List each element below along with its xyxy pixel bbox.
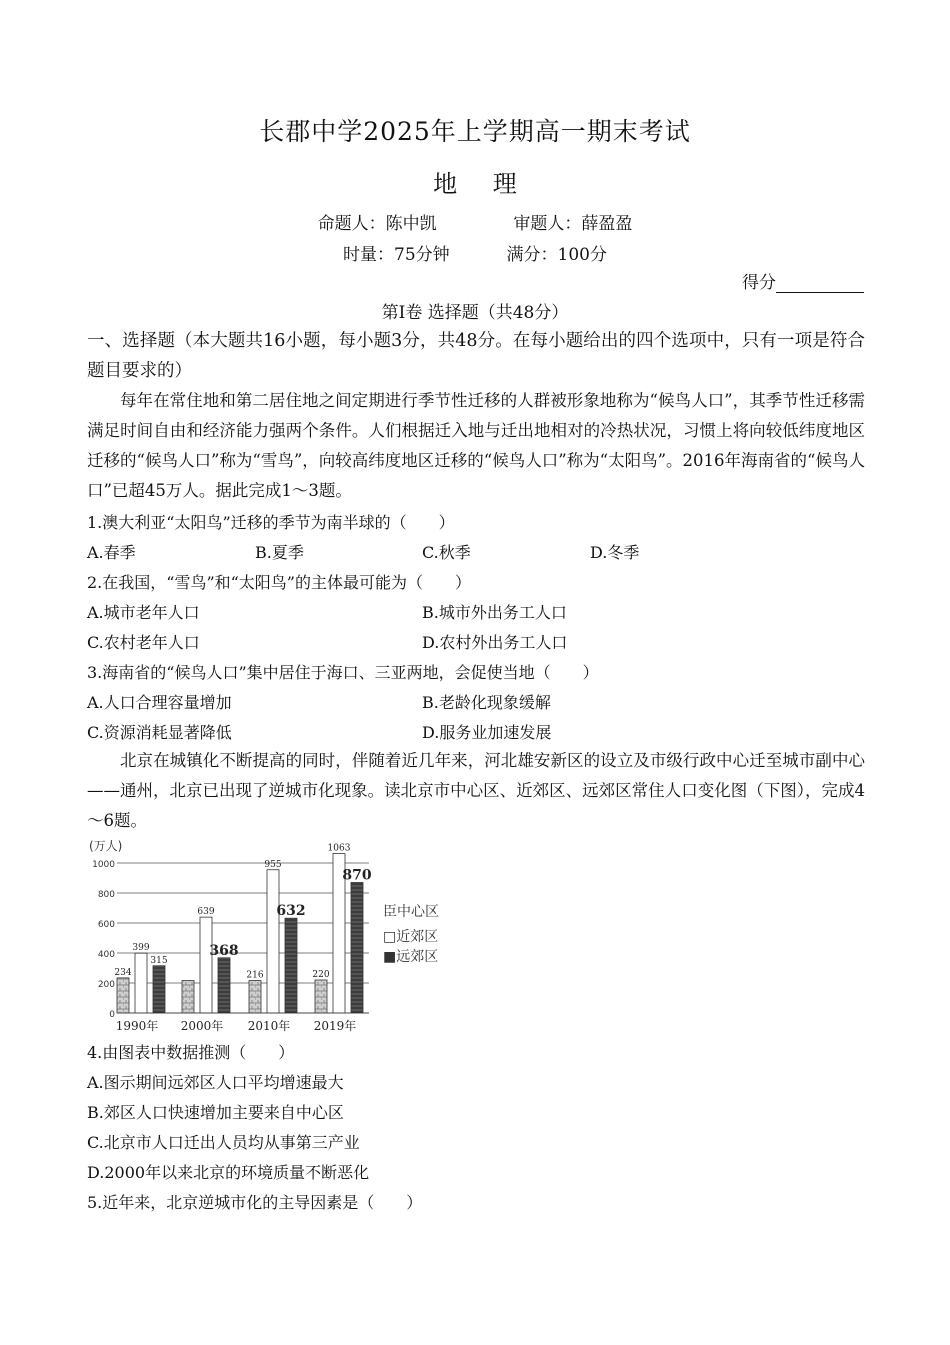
- bar-0-3: [315, 980, 327, 1013]
- y-tick-label: 0: [109, 1010, 115, 1020]
- q4-option-c: C.北京市人口迁出人员均从事第三产业: [87, 1133, 360, 1152]
- q3-option-c: C.资源消耗显著降低: [87, 723, 232, 742]
- bar-label-0-0: 234: [114, 967, 132, 978]
- passage-1: 每年在常住地和第二居住地之间定期进行季节性迁移的人群被形象地称为“候鸟人口”，其季节性迁移需满足时间自由和经济能力强两个条件。人们根据迁入地与迁出地相对的冷热状况，习惯上将向较低纬度地区迁移的“候鸟人口”称为“雪鸟”，向较高纬度地区迁移的“候鸟人口”称为“太阳鸟”。2016年海南省的“候鸟人口”已超45万人。据此完成1～3题。: [87, 391, 865, 500]
- bar-layer: [114, 844, 371, 1033]
- x-tick-label: 2010年: [247, 1019, 291, 1033]
- bar-label-1-1: 639: [197, 907, 215, 918]
- section-instruction: 一、选择题（本大题共16小题，每小题3分，共48分。在每小题给出的四个选项中，只有一项是符合题目要求的）: [87, 331, 865, 381]
- score-field: [742, 268, 864, 293]
- x-tick-label: 2000年: [180, 1019, 224, 1033]
- y-tick-label: 600: [97, 920, 115, 930]
- y-axis-label: (万人): [89, 839, 123, 853]
- q1-option-b: B.夏季: [255, 543, 304, 562]
- score-label: 得分: [742, 273, 776, 293]
- bar-label-2-3: 870: [342, 867, 372, 884]
- q1-option-d: D.冬季: [590, 543, 640, 562]
- question-2-stem: 2.在我国，“雪鸟”和“太阳鸟”的主体最可能为（ ）: [87, 573, 471, 592]
- q3-option-a: A.人口合理容量增加: [87, 693, 232, 712]
- bar-label-1-3: 1063: [327, 843, 351, 854]
- q2-option-b: B.城市外出务工人口: [422, 603, 567, 622]
- reviewer-label: 审题人：薛盈盈: [513, 214, 633, 234]
- q1-option-c: C.秋季: [422, 543, 471, 562]
- bar-label-0-3: 220: [312, 970, 330, 980]
- bar-1-1: [200, 917, 212, 1013]
- section-title: 第Ⅰ卷 选择题（共48分）: [381, 303, 569, 323]
- bar-1-2: [267, 870, 279, 1013]
- q1-option-a: A.春季: [87, 543, 136, 562]
- bar-0-2: [249, 981, 261, 1013]
- subject-title: 地 理: [433, 170, 531, 198]
- legend-far-suburb: ■远郊区: [383, 949, 439, 965]
- grid-layer: [92, 860, 372, 1020]
- time-label: 时量：75分钟: [343, 245, 450, 265]
- y-tick-label: 800: [97, 890, 115, 900]
- bar-label-2-2: 632: [276, 903, 306, 920]
- bar-0-1: [182, 981, 194, 1013]
- y-tick-label: 1000: [92, 860, 115, 870]
- bar-1-0: [135, 953, 147, 1013]
- bar-label-1-0: 399: [132, 943, 150, 954]
- passage-2: 北京在城镇化不断提高的同时，伴随着近几年来，河北雄安新区的设立及市级行政中心迁至城市副中心——通州，北京已出现了逆城市化现象。读北京市中心区、近郊区、远郊区常住人口变化图（下图），完成4～6题。: [87, 751, 865, 830]
- bar-label-2-1: 368: [209, 942, 239, 959]
- bar-2-2: [285, 918, 297, 1013]
- q2-option-d: D.农村外出务工人口: [422, 633, 568, 652]
- q4-option-d: D.2000年以来北京的环境质量不断恶化: [87, 1163, 370, 1182]
- bar-2-0: [153, 966, 165, 1013]
- question-5-stem: 5.近年来，北京逆城市化的主导因素是（ ）: [87, 1193, 423, 1212]
- question-3-stem: 3.海南省的“候鸟人口”集中居住于海口、三亚两地，会促使当地（ ）: [87, 663, 599, 682]
- q4-option-b: B.郊区人口快速增加主要来自中心区: [87, 1103, 344, 1122]
- legend-near-suburb: □近郊区: [383, 929, 439, 945]
- time-line: [0, 240, 950, 265]
- x-tick-label: 2019年: [313, 1019, 357, 1033]
- author-label: 命题人：陈中凯: [317, 214, 437, 234]
- bar-2-3: [351, 883, 363, 1014]
- bar-label-0-2: 216: [246, 970, 264, 981]
- score-blank: [776, 273, 864, 293]
- q2-option-c: C.农村老年人口: [87, 633, 200, 652]
- author-line: [0, 209, 950, 234]
- x-tick-label: 1990年: [115, 1019, 159, 1033]
- y-tick-label: 400: [97, 950, 115, 960]
- q3-option-b: B.老龄化现象缓解: [422, 693, 551, 712]
- bar-2-1: [218, 958, 230, 1013]
- bar-label-2-0: 315: [150, 955, 168, 966]
- legend-center: 臣中心区: [383, 904, 439, 920]
- y-tick-label: 200: [97, 980, 115, 990]
- bar-label-1-2: 955: [264, 859, 282, 870]
- full-score-label: 满分：100分: [506, 245, 607, 265]
- exam-title: 长郡中学2025年上学期高一期末考试: [259, 117, 691, 146]
- question-4-stem: 4.由图表中数据推测（ ）: [87, 1043, 295, 1062]
- bar-0-0: [117, 978, 129, 1013]
- q4-option-a: A.图示期间远郊区人口平均增速最大: [87, 1073, 344, 1092]
- q2-option-a: A.城市老年人口: [87, 603, 200, 622]
- q3-option-d: D.服务业加速发展: [422, 723, 552, 742]
- question-1-stem: 1.澳大利亚“太阳鸟”迁移的季节为南半球的（ ）: [87, 513, 455, 532]
